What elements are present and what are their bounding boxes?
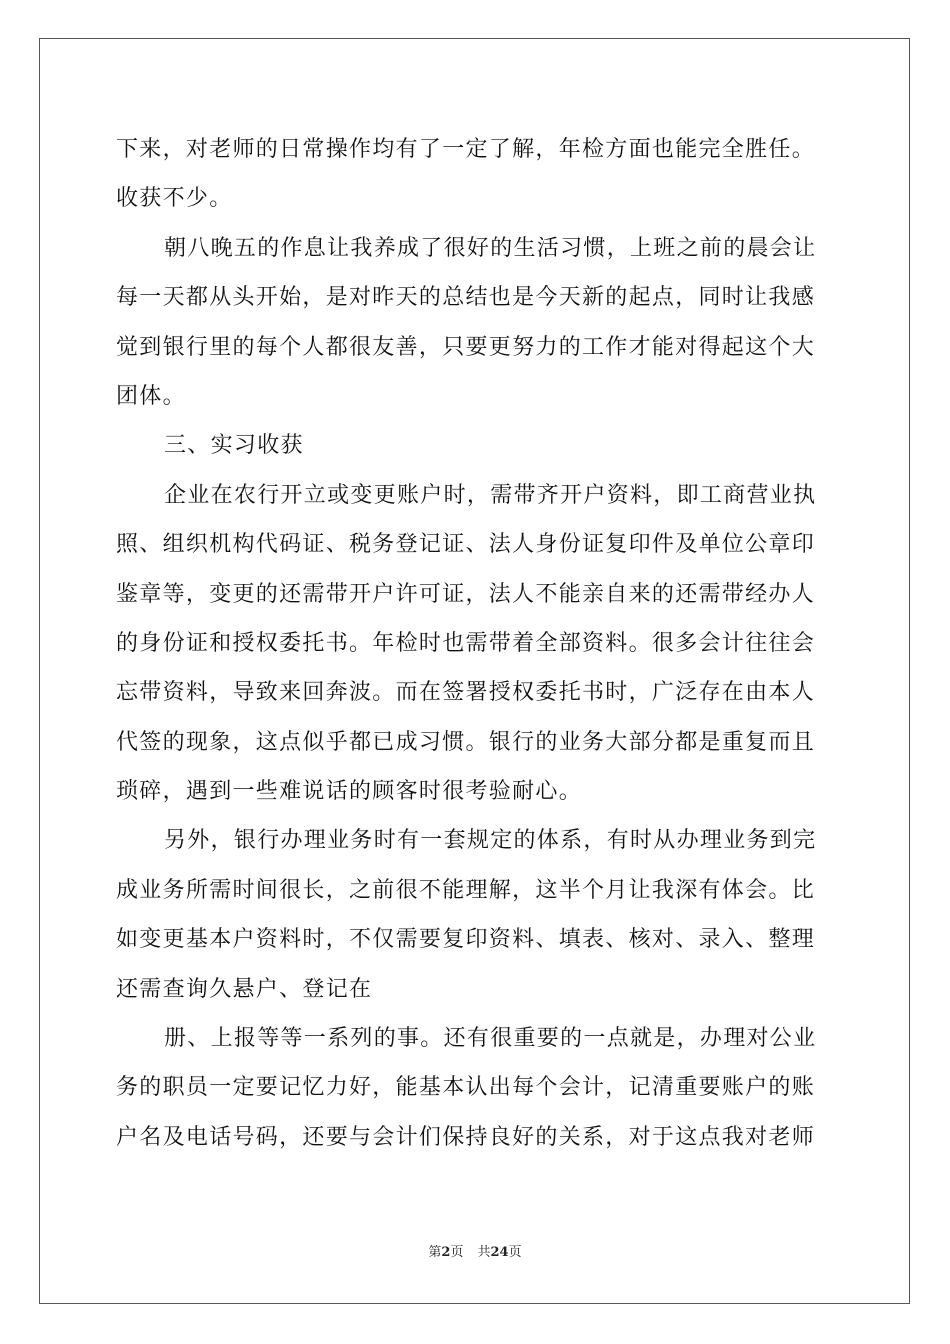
text-line: 企业在农行开立或变更账户时，需带齐开户资料，即工商营业执 [164,482,817,508]
total-prefix: 共 [477,1245,491,1260]
total-suffix: 页 [508,1245,522,1260]
text-line: 鉴章等，变更的还需带开户许可证，法人不能亲自来的还需带经办人 [116,581,816,607]
page-footer [0,1244,950,1262]
text-line: 觉到银行里的每个人都很友善，只要更努力的工作才能对得起这个大 [116,334,816,360]
text-line: 如变更基本户资料时，不仅需要复印资料、填表、核对、录入、整理 [116,927,816,953]
text-line: 还需查询久悬户、登记在 [116,976,373,1002]
text-line: 收获不少。 [116,186,233,212]
text-line: 代签的现象，这点似乎都已成习惯。银行的业务大部分都是重复而且 [116,729,816,755]
page-prefix: 第 [428,1245,442,1260]
text-line: 另外，银行办理业务时有一套规定的体系，有时从办理业务到完 [164,828,817,854]
text-line: 务的职员一定要记忆力好，能基本认出每个会计，记清重要账户的账 [116,1075,816,1101]
text-line: 团体。 [116,383,186,409]
text-line: 三、实习收获 [164,433,304,459]
page-number: 2 [441,1245,451,1260]
document-body [116,125,832,1162]
text-line: 照、组织机构代码证、税务登记证、法人身份证复印件及单位公章印 [116,532,816,558]
text-line: 成业务所需时间很长，之前很不能理解，这半个月让我深有体会。比 [116,877,816,903]
text-line: 下来，对老师的日常操作均有了一定了解，年检方面也能完全胜任。 [116,137,816,162]
text-line: 册、上报等等一系列的事。还有很重要的一点就是，办理对公业 [164,1026,817,1052]
text-line: 朝八晚五的作息让我养成了很好的生活习惯，上班之前的晨会让 [164,235,817,261]
text-line: 琐碎，遇到一些难说话的顾客时很考验耐心。 [116,779,583,805]
page-suffix: 页 [450,1245,464,1260]
text-line: 忘带资料，导致来回奔波。而在签署授权委托书时，广泛存在由本人 [116,680,816,706]
text-line: 每一天都从头开始，是对昨天的总结也是今天新的起点，同时让我感 [116,285,816,311]
text-line: 的身份证和授权委托书。年检时也需带着全部资料。很多会计往往会 [116,630,816,656]
total-pages: 24 [490,1245,509,1260]
text-line: 户名及电话号码，还要与会计们保持良好的关系，对于这点我对老师 [116,1124,816,1150]
